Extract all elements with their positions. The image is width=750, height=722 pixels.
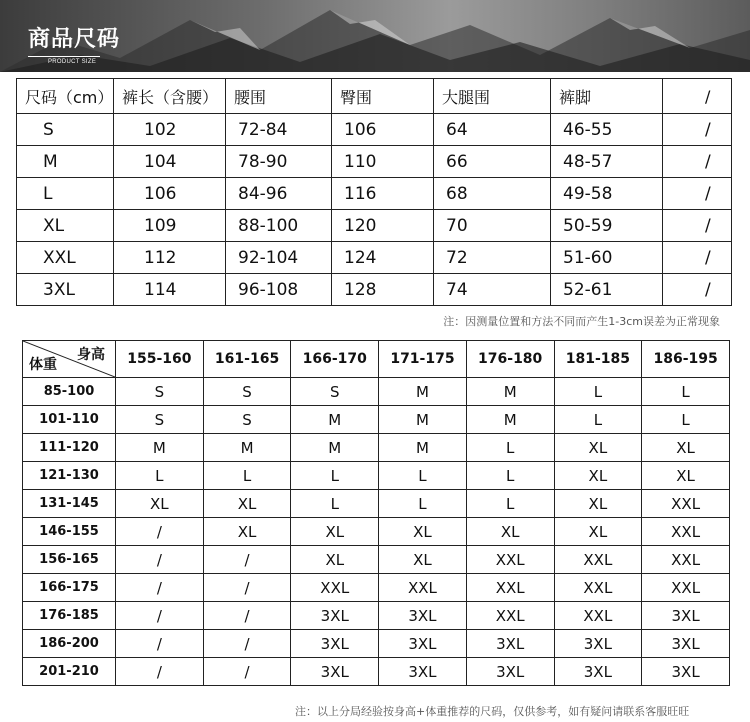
column-header: 臀围 [332,79,434,114]
table-cell: / [663,146,732,178]
table-cell: 46-55 [551,114,663,146]
weight-cell: 201-210 [23,658,116,686]
height-header: 181-185 [554,341,642,378]
table-cell: 110 [332,146,434,178]
size-cell: L [116,462,204,490]
table-row [23,602,730,630]
size-cell: L [379,490,467,518]
table-cell: 52-61 [551,274,663,306]
height-header: 171-175 [379,341,467,378]
size-cell: XXL [642,518,730,546]
size-measurement-table [16,78,732,306]
size-cell: M [379,406,467,434]
table-row [23,462,730,490]
size-cell: S [116,378,204,406]
table-row [23,630,730,658]
size-cell: XL [554,434,642,462]
weight-cell: 156-165 [23,546,116,574]
title-underline [28,56,100,57]
table-cell: / [663,210,732,242]
table-cell: 128 [332,274,434,306]
size-cell: XXL [554,574,642,602]
size-cell: 3XL [379,630,467,658]
table-cell: / [663,114,732,146]
table-cell: 50-59 [551,210,663,242]
height-header: 176-180 [466,341,554,378]
size-cell: XXL [642,490,730,518]
weight-cell: 131-145 [23,490,116,518]
size-cell: 3XL [642,602,730,630]
table-cell: 116 [332,178,434,210]
column-header: 裤脚 [551,79,663,114]
size-cell: L [291,462,379,490]
table-row [23,378,730,406]
size-cell: S [291,378,379,406]
size-cell: XXL [642,546,730,574]
size-cell: S [203,378,291,406]
size-cell: L [291,490,379,518]
table-header-row [17,79,732,114]
table-cell: 84-96 [226,178,332,210]
weight-cell: 111-120 [23,434,116,462]
weight-cell: 121-130 [23,462,116,490]
size-cell: L [203,462,291,490]
table-row [17,274,732,306]
size-cell: / [116,602,204,630]
height-weight-corner-cell [23,341,116,378]
size-cell: 3XL [554,658,642,686]
table-cell: 114 [114,274,226,306]
table-cell: XL [17,210,114,242]
size-cell: / [116,518,204,546]
size-cell: XL [291,518,379,546]
size-cell: S [203,406,291,434]
size-cell: L [642,406,730,434]
table-cell: 92-104 [226,242,332,274]
size-cell: M [466,406,554,434]
size-cell: M [379,378,467,406]
size-table-body [17,114,732,306]
size-cell: / [203,658,291,686]
size-cell: 3XL [642,658,730,686]
size-cell: 3XL [291,602,379,630]
size-cell: 3XL [291,630,379,658]
table-cell: 70 [434,210,551,242]
size-cell: XXL [554,602,642,630]
recommendation-table-body [23,378,730,686]
size-cell: L [554,406,642,434]
size-cell: XL [379,546,467,574]
table-row [23,658,730,686]
size-cell: XL [203,490,291,518]
table-cell: 112 [114,242,226,274]
table-cell: 88-100 [226,210,332,242]
size-cell: XL [554,462,642,490]
table-row [17,178,732,210]
table-row [23,406,730,434]
size-cell: S [116,406,204,434]
size-cell: M [379,434,467,462]
size-cell: M [291,406,379,434]
size-cell: / [203,546,291,574]
table-cell: L [17,178,114,210]
size-cell: XL [554,518,642,546]
size-cell: XXL [466,546,554,574]
size-cell: / [116,630,204,658]
table-cell: / [663,178,732,210]
height-header: 161-165 [203,341,291,378]
weight-cell: 85-100 [23,378,116,406]
height-header: 186-195 [642,341,730,378]
weight-cell: 186-200 [23,630,116,658]
size-cell: / [203,630,291,658]
table-cell: 74 [434,274,551,306]
weight-cell: 176-185 [23,602,116,630]
size-cell: XL [466,518,554,546]
size-cell: M [466,378,554,406]
table-row [23,546,730,574]
table-cell: 104 [114,146,226,178]
table-cell: 49-58 [551,178,663,210]
size-cell: XL [642,462,730,490]
column-header: 尺码（cm） [17,79,114,114]
table-cell: XXL [17,242,114,274]
measurement-note: 注：因测量位置和方法不同而产生1-3cm误差为正常现象 [443,315,720,328]
height-header: 155-160 [116,341,204,378]
table-cell: 120 [332,210,434,242]
size-recommendation-table [22,340,730,686]
size-cell: XL [291,546,379,574]
table-cell: 96-108 [226,274,332,306]
column-header: 腰围 [226,79,332,114]
table-row [23,574,730,602]
size-cell: XXL [466,574,554,602]
size-cell: XXL [291,574,379,602]
size-cell: 3XL [466,630,554,658]
size-cell: XXL [642,574,730,602]
table-cell: 106 [114,178,226,210]
table-cell: 51-60 [551,242,663,274]
page-title: 商品尺码 [28,27,121,52]
size-cell: 3XL [466,658,554,686]
table-cell: 68 [434,178,551,210]
size-cell: / [116,546,204,574]
size-cell: L [642,378,730,406]
size-cell: / [203,574,291,602]
size-cell: XL [379,518,467,546]
size-cell: XL [203,518,291,546]
size-cell: XL [554,490,642,518]
table-row [17,242,732,274]
table-cell: 3XL [17,274,114,306]
table-cell: 124 [332,242,434,274]
table-cell: 102 [114,114,226,146]
weight-cell: 146-155 [23,518,116,546]
size-cell: XL [642,434,730,462]
size-cell: XL [116,490,204,518]
recommendation-note: 注：以上分局经验按身高+体重推荐的尺码，仅供参考，如有疑问请联系客服旺旺 [295,705,690,718]
table-header-row [23,341,730,378]
table-row [17,114,732,146]
size-cell: XXL [466,602,554,630]
size-cell: M [203,434,291,462]
size-cell: 3XL [291,658,379,686]
table-cell: 109 [114,210,226,242]
size-cell: 3XL [642,630,730,658]
size-cell: L [379,462,467,490]
table-row [23,434,730,462]
size-cell: M [291,434,379,462]
table-cell: 72 [434,242,551,274]
size-cell: M [116,434,204,462]
size-cell: L [554,378,642,406]
size-cell: L [466,462,554,490]
table-row [23,518,730,546]
size-cell: XXL [379,574,467,602]
size-cell: 3XL [379,602,467,630]
column-header: 裤长（含腰） [114,79,226,114]
size-cell: L [466,434,554,462]
table-cell: S [17,114,114,146]
table-cell: 48-57 [551,146,663,178]
table-cell: M [17,146,114,178]
size-cell: / [116,574,204,602]
table-cell: / [663,274,732,306]
table-row [17,146,732,178]
weight-cell: 166-175 [23,574,116,602]
table-cell: 66 [434,146,551,178]
table-cell: 64 [434,114,551,146]
column-header: 大腿围 [434,79,551,114]
column-header: / [663,79,732,114]
height-header: 166-170 [291,341,379,378]
height-label: 身高 [77,347,105,363]
table-cell: 106 [332,114,434,146]
size-cell: L [466,490,554,518]
size-cell: / [203,602,291,630]
size-cell: 3XL [379,658,467,686]
table-cell: 78-90 [226,146,332,178]
table-cell: / [663,242,732,274]
page-subtitle: PRODUCT SIZE [48,59,97,65]
header-banner [0,0,750,72]
size-cell: 3XL [554,630,642,658]
size-cell: XXL [554,546,642,574]
table-cell: 72-84 [226,114,332,146]
size-cell: / [116,658,204,686]
weight-label: 体重 [29,357,57,373]
table-row [17,210,732,242]
table-row [23,490,730,518]
weight-cell: 101-110 [23,406,116,434]
